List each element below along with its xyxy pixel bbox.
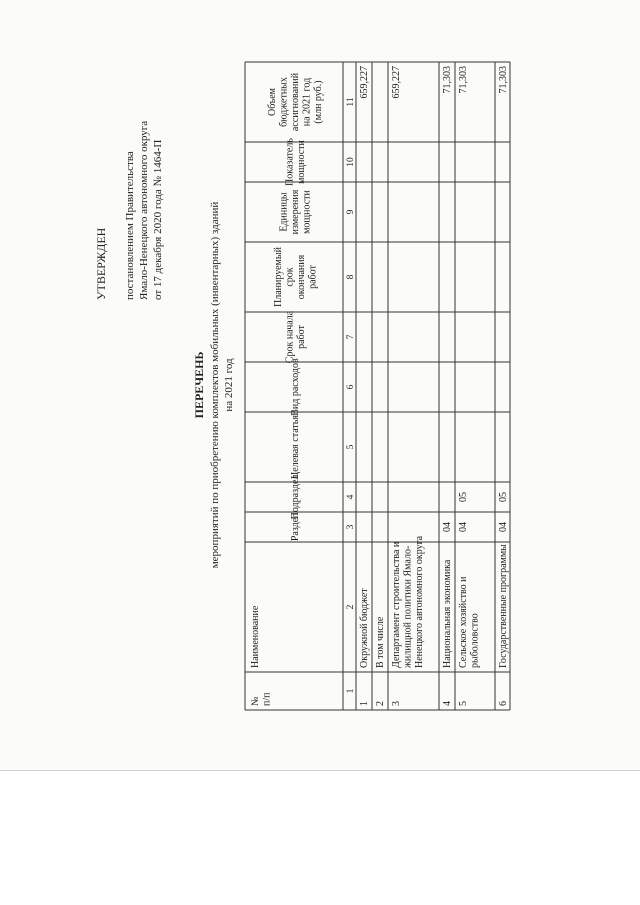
table-cell: 659,227 [359, 66, 370, 99]
table-cell: Окружной бюджет [359, 588, 370, 668]
table-header-cell: № [250, 696, 261, 706]
table-row-number: 6 [498, 701, 509, 706]
table-header-cell: Планируемый [272, 247, 284, 307]
table-column-number: 3 [346, 524, 356, 530]
table-row-number: 1 [359, 701, 370, 706]
table-column-number: 1 [346, 688, 356, 694]
table-header-cell: Вид расходов [290, 358, 301, 416]
table-column-number: 9 [346, 209, 356, 215]
table-header-cell: Единицы [278, 192, 290, 232]
table-header-cell: бюджетных [278, 77, 290, 127]
table-column-number: 5 [346, 444, 356, 450]
table-cell: Национальная экономика [442, 559, 453, 668]
table-header-cell: Показатель [284, 138, 296, 186]
table-column-number: 6 [346, 384, 356, 390]
heading-subtitle-1: мероприятий по приобретению комплектов мобильных (инвентарных) зданий [209, 201, 221, 569]
table-column-number: 4 [346, 494, 356, 500]
approval-block [94, 121, 164, 300]
table-header-cell: п/п [261, 692, 273, 706]
table-cell: 05 [458, 492, 469, 502]
table-header-cell: Целевая статья [290, 415, 301, 479]
table-cell: В том числе [375, 616, 386, 668]
table-cell: Департамент строительства и [391, 541, 402, 668]
table-header-cell: Объем [267, 88, 278, 116]
table-header-cell: окончания [295, 254, 307, 300]
measures-table [245, 62, 510, 710]
table-cell: рыболовство [469, 613, 481, 668]
table-cell: 05 [498, 492, 509, 502]
table-column-number: 11 [346, 97, 356, 107]
heading-title: ПЕРЕЧЕНЬ [192, 351, 206, 419]
table-cell: жилищной политики Ямало- [402, 545, 414, 668]
table-header-cell: мощности [295, 140, 307, 184]
table-cell: Государственные программы [498, 544, 509, 668]
table-header-cell: (млн руб.) [313, 80, 324, 124]
table-header-cell: на 2021 год [301, 77, 313, 127]
table-cell: 71,303 [458, 66, 469, 94]
heading-subtitle-2: на 2021 год [223, 358, 235, 412]
table-column-number: 7 [346, 334, 356, 340]
table-cell: Ненецкого автономного округа [414, 535, 425, 668]
table-cell: 71,303 [498, 66, 509, 94]
document-heading [192, 202, 235, 569]
table-cell: 71,303 [442, 66, 453, 94]
table-header-cell: Срок начала [284, 310, 296, 364]
table-cell: Сельское хозяйство и [458, 576, 469, 668]
table-cell: 04 [498, 522, 509, 532]
table-header-cell: измерения [290, 189, 301, 235]
table-cell: 659,227 [391, 66, 402, 99]
table-header-cell: Наименование [250, 605, 261, 668]
table-cell: 04 [458, 522, 469, 532]
approval-title: УТВЕРЖДЕН [94, 227, 108, 300]
approval-line-3: от 17 декабря 2020 года № 1464-П [152, 139, 164, 300]
table-column-number: 10 [346, 157, 356, 167]
table-column-number: 8 [346, 274, 356, 280]
table-row-number: 4 [442, 701, 453, 706]
table-header-cell: Подраздел [290, 474, 301, 520]
table-header-cell: работ [295, 325, 307, 349]
table-cell: 04 [442, 522, 453, 532]
table-row-number: 3 [391, 701, 402, 706]
table-header-cell: срок [284, 267, 296, 287]
table-header-cell: ассигнований [290, 72, 301, 132]
approval-line-2: Ямало-Ненецкого автономного округа [138, 120, 150, 300]
table-header-cell: работ [307, 265, 319, 289]
table-header-cell: Раздел [290, 512, 301, 542]
table-row-number: 2 [375, 701, 386, 706]
table-header-cell: мощности [301, 190, 313, 234]
approval-line-1: постановлением Правительства [124, 151, 136, 300]
table-row-number: 5 [458, 701, 469, 706]
table-column-number: 2 [346, 604, 356, 610]
